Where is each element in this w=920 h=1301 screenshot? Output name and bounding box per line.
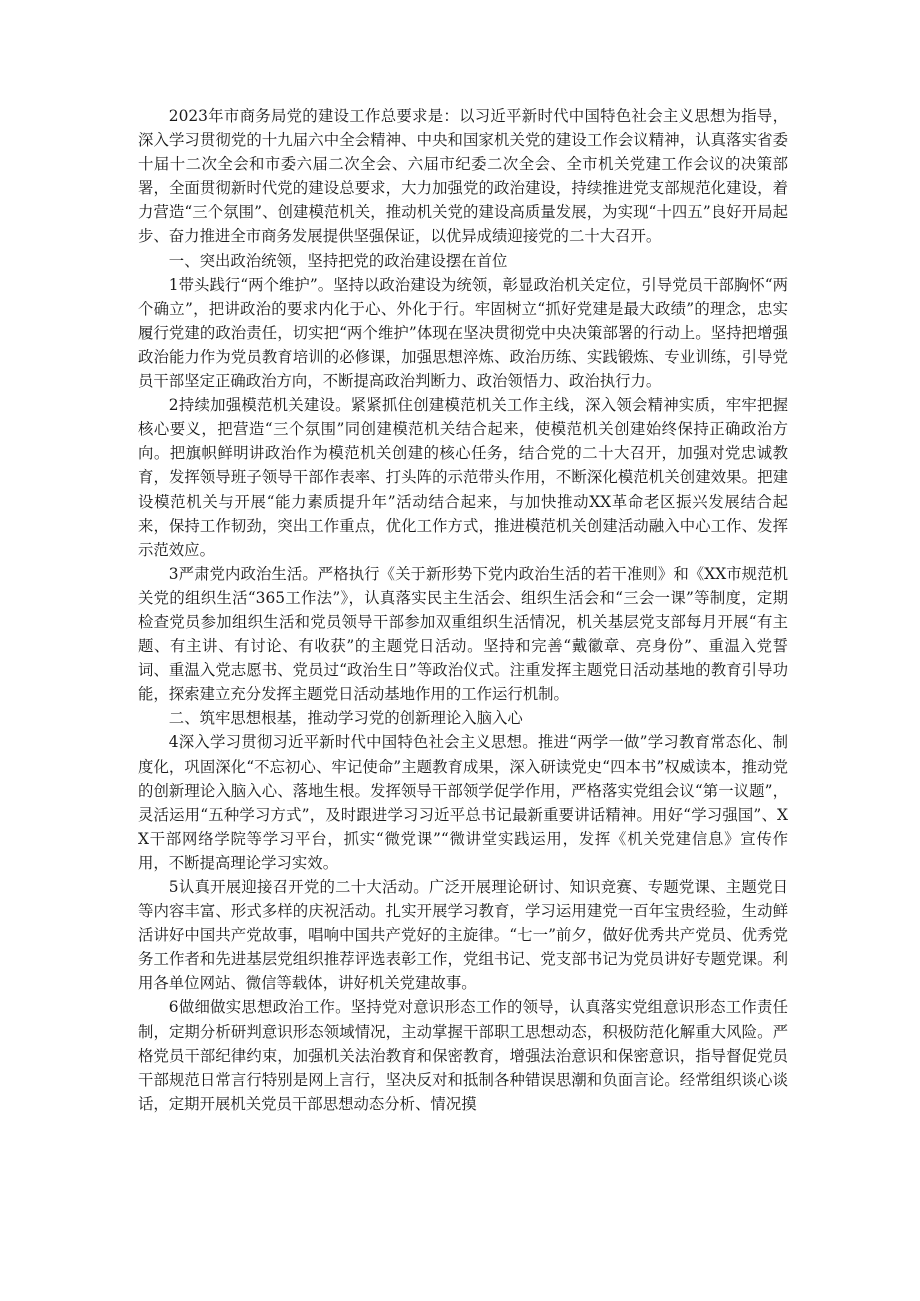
paragraph-item-6: 6做细做实思想政治工作。坚持党对意识形态工作的领导，认真落实党组意识形态工作责任制，定期分析研判意识形态领域情况，主动掌握干部职工思想动态，积极防范化解重大风险。严格党员干部纪律约束，加强机关法治教育和保密教育，增强法治意识和保密意识，指导督促党员干部规范日常言行特别是网上言行，坚决反对和抵制各种错误思潮和负面言论。经常组织谈心谈话，定期开展机关党员干部思想动态分析、情况摸	[138, 998, 788, 1113]
paragraph-item-4: 4深入学习贯彻习近平新时代中国特色社会主义思想。推进“两学一做”学习教育常态化、制度化，巩固深化“不忘初心、牢记使命”主题教育成果，深入研读党史“四本书”权威读本，推动党的创新理论入脑入心、落地生根。发挥领导干部领学促学作用，严格落实党组会议“第一议题”，灵活运用“五种学习方式”，及时跟进学习习近平总书记最新重要讲话精神。用好“学习强国”、XX干部网络学院等学习平台，抓实“微党课”“微讲堂实践运用，发挥《机关党建信息》宣传作用，不断提高理论学习实效。	[138, 733, 788, 872]
paragraph-item-2: 2持续加强模范机关建设。紧紧抓住创建模范机关工作主线，深入领会精神实质，牢牢把握核心要义，把营造“三个氛围”同创建模范机关结合起来，使模范机关创建始终保持正确政治方向。把旗帜鲜明讲政治作为模范机关创建的核心任务，结合党的二十大召开，加强对党忠诚教育，发挥领导班子领导干部作表率、打头阵的示范带头作用，不断深化模范机关创建效果。把建设模范机关与开展“能力素质提升年”活动结合起来，与加快推动XX革命老区振兴发展结合起来，保持工作韧劲，突出工作重点，优化工作方式，推进模范机关创建活动融入中心工作、发挥示范效应。	[138, 396, 788, 559]
section-heading-2: 二、筑牢思想根基，推动学习党的创新理论入脑入心	[168, 709, 523, 728]
paragraph-item-3: 3严肃党内政治生活。严格执行《关于新形势下党内政治生活的若干准则》和《XX市规范机关党的组织生活“365工作法”》，认真落实民主生活会、组织生活会和“三会一课”等制度，定期检查党员参加组织生活和党员领导干部参加双重组织生活情况，机关基层党支部每月开展“有主题、有主讲、有讨论、有收获”的主题党日活动。坚持和完善“戴徽章、亮身份”、重温入党誓词、重温入党志愿书、党员过“政治生日”等政治仪式。注重发挥主题党日活动基地的教育引导功能，探索建立充分发挥主题党日活动基地作用的工作运行机制。	[138, 564, 788, 704]
paragraph-item-5: 5认真开展迎接召开党的二十大活动。广泛开展理论研讨、知识竞赛、专题党课、主题党日等内容丰富、形式多样的庆祝活动。扎实开展学习教育，学习运用建党一百年宝贵经验，生动鲜活讲好中国共产党故事，唱响中国共产党好的主旋律。“七一”前夕，做好优秀共产党员、优秀党务工作者和先进基层党组织推荐评选表彰工作，党组书记、党支部书记为党员讲好专题党课。利用各单位网站、微信等载体，讲好机关党建故事。	[138, 878, 788, 993]
section-heading-1: 一、突出政治统领，坚持把党的政治建设摆在首位	[168, 251, 508, 270]
document-page	[138, 104, 788, 1116]
paragraph-item-1: 1带头践行“两个维护”。坚持以政治建设为统领，彰显政治机关定位，引导党员干部胸怀“两个确立”，把讲政治的要求内化于心、外化于行。牢固树立“抓好党建是最大政绩”的理念，忠实履行党建的政治责任，切实把“两个维护”体现在坚决贯彻党中央决策部署的行动上。坚持把增强政治能力作为党员教育培训的必修课，加强思想淬炼、政治历练、实践锻炼、专业训练，引导党员干部坚定正确政治方向，不断提高政治判断力、政治领悟力、政治执行力。	[138, 275, 788, 391]
intro-paragraph: 2023年市商务局党的建设工作总要求是：以习近平新时代中国特色社会主义思想为指导，深入学习贯彻党的十九届六中全会精神、中央和国家机关党的建设工作会议精神，认真落实省委十届十二次全会和市委六届二次全会、六届市纪委二次全会、全市机关党建工作会议的决策部署，全面贯彻新时代党的建设总要求，大力加强党的政治建设，持续推进党支部规范化建设，着力营造“三个氛围”、创建模范机关，推动机关党的建设高质量发展，为实现“十四五”良好开局起步、奋力推进全市商务发展提供坚强保证，以优异成绩迎接党的二十大召开。	[138, 107, 788, 246]
